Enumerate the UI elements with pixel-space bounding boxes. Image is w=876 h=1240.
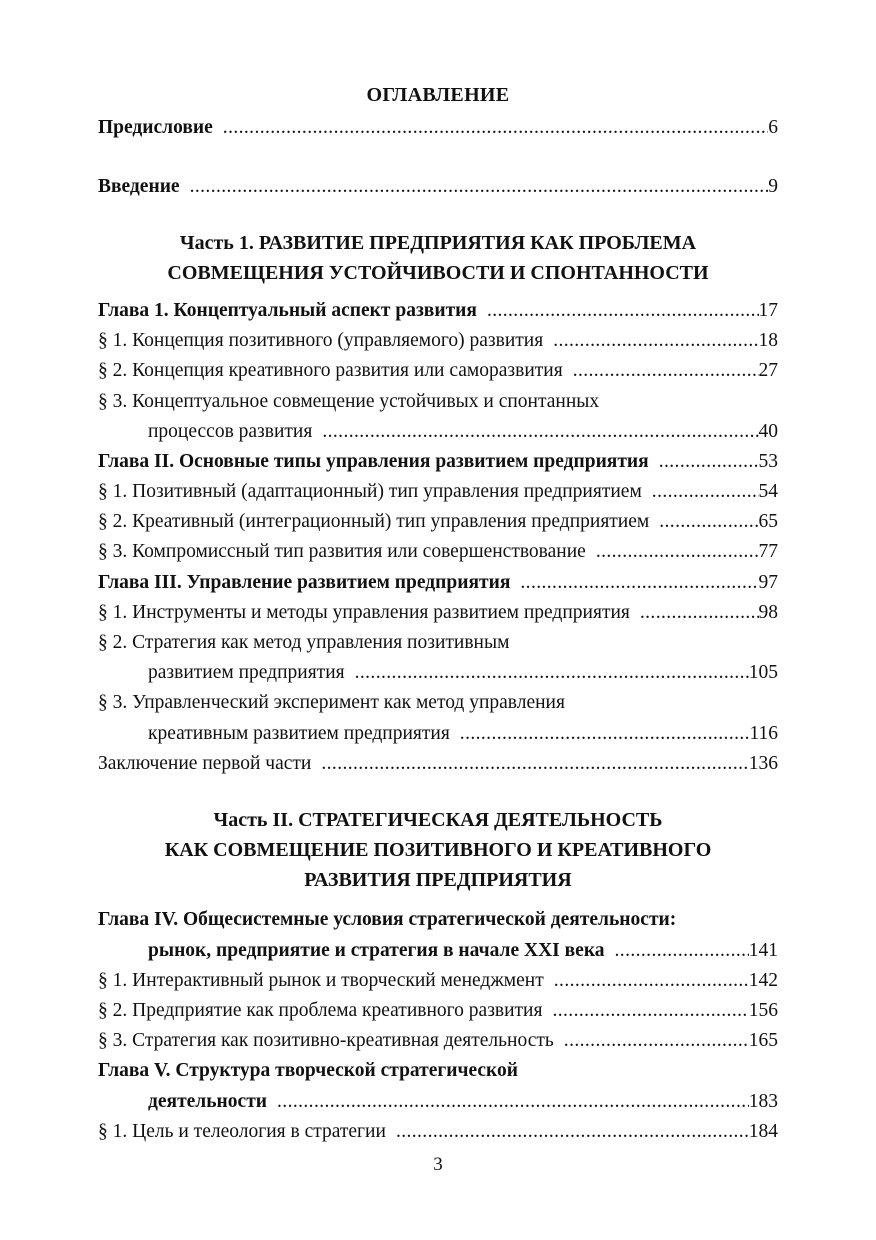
toc-entry-section (98, 598, 778, 628)
page-number: 3 (433, 1154, 443, 1175)
leader-dots (396, 1117, 749, 1147)
entry-text: § 1. Интерактивный рынок и творческий менеджмент (98, 970, 544, 991)
entry-text: Предисловие (98, 117, 213, 138)
entry-page: 136 (748, 753, 778, 774)
leader-dots (564, 1026, 749, 1056)
part2-title-line2: КАК СОВМЕЩЕНИЕ ПОЗИТИВНОГО И КРЕАТИВНОГО (164, 839, 712, 861)
leader-dots (487, 296, 759, 326)
leader-dots (322, 417, 758, 447)
toc-title: ОГЛАВЛЕНИЕ (366, 84, 510, 106)
entry-page: 65 (758, 511, 778, 532)
leader-dots (573, 356, 759, 386)
entry-page: 18 (758, 330, 778, 351)
entry-page: 40 (758, 421, 778, 442)
leader-dots (659, 447, 759, 477)
toc-entry-preface (98, 113, 778, 143)
leader-dots (520, 568, 758, 598)
entry-text: § 3. Компромиссный тип развития или совершенствование (98, 541, 586, 562)
toc-entry-section-line2 (148, 417, 778, 447)
toc-entry-introduction (98, 172, 778, 202)
leader-dots (659, 507, 758, 537)
entry-page: 184 (748, 1121, 778, 1142)
toc-entry-section (98, 356, 778, 386)
toc-entry-section-line1 (98, 387, 778, 417)
entry-text: § 1. Инструменты и методы управления развитием предприятия (98, 602, 630, 623)
toc-entry-section-line2 (148, 719, 778, 749)
entry-text: Глава III. Управление развитием предприятия (98, 572, 511, 593)
toc-entry-section (98, 537, 778, 567)
toc-entry-chapter (98, 568, 778, 598)
toc-entry-section (98, 1026, 778, 1056)
leader-dots (552, 996, 748, 1026)
entry-text: процессов развития (148, 421, 313, 442)
leader-dots (355, 658, 749, 688)
entry-text: развитием предприятия (148, 662, 345, 683)
entry-text: Глава 1. Концептуальный аспект развития (98, 300, 477, 321)
entry-text: Глава IV. Общесистемные условия стратегической деятельности: (98, 909, 677, 930)
entry-text: § 3. Управленческий эксперимент как метод управления (98, 692, 565, 713)
toc-entry-chapter-line1 (98, 905, 778, 935)
entry-page: 97 (758, 572, 778, 593)
toc-entry-conclusion (98, 749, 778, 779)
entry-page: 9 (768, 176, 778, 197)
part2-title-line1: Часть II. СТРАТЕГИЧЕСКАЯ ДЕЯТЕЛЬНОСТЬ (213, 809, 663, 831)
leader-dots (640, 598, 759, 628)
entry-page: 165 (748, 1030, 778, 1051)
leader-dots (190, 172, 769, 202)
toc-entry-chapter-line2 (148, 936, 778, 966)
entry-page: 183 (748, 1091, 778, 1112)
entry-page: 142 (748, 970, 778, 991)
leader-dots (615, 936, 749, 966)
entry-page: 77 (758, 541, 778, 562)
leader-dots (223, 113, 768, 143)
entry-text: Глава II. Основные типы управления развитием предприятия (98, 451, 649, 472)
entry-page: 156 (748, 1000, 778, 1021)
toc-entry-chapter-line1 (98, 1056, 778, 1086)
entry-page: 17 (758, 300, 778, 321)
toc-entry-section (98, 996, 778, 1026)
entry-page: 6 (768, 117, 778, 138)
leader-dots (652, 477, 759, 507)
entry-text: рынок, предприятие и стратегия в начале XXI века (148, 940, 605, 961)
entry-text: § 1. Цель и телеология в стратегии (98, 1121, 386, 1142)
entry-text: § 2. Стратегия как метод управления позитивным (98, 632, 510, 653)
entry-text: § 1. Концепция позитивного (управляемого) развития (98, 330, 544, 351)
entry-page: 105 (748, 662, 778, 683)
entry-page: 54 (758, 481, 778, 502)
leader-dots (321, 749, 748, 779)
leader-dots (553, 326, 758, 356)
toc-entry-section-line1 (98, 628, 778, 658)
entry-page: 27 (758, 360, 778, 381)
entry-text: § 3. Стратегия как позитивно-креативная деятельность (98, 1030, 554, 1051)
entry-text: § 2. Креативный (интеграционный) тип управления предприятием (98, 511, 650, 532)
entry-text: § 1. Позитивный (адаптационный) тип управления предприятием (98, 481, 642, 502)
entry-text: Глава V. Структура творческой стратегической (98, 1060, 518, 1081)
toc-entry-section-line2 (148, 658, 778, 688)
leader-dots (460, 719, 750, 749)
toc-entry-chapter-line2 (148, 1087, 778, 1117)
toc-entry-section (98, 326, 778, 356)
entry-page: 141 (748, 940, 778, 961)
entry-text: § 2. Концепция креативного развития или саморазвития (98, 360, 563, 381)
toc-entry-chapter (98, 296, 778, 326)
entry-text: Заключение первой части (98, 753, 312, 774)
part1-title-line2: СОВМЕЩЕНИЯ УСТОЙЧИВОСТИ И СПОНТАННОСТИ (167, 262, 709, 284)
entry-text: деятельности (148, 1091, 268, 1112)
toc-entry-section (98, 477, 778, 507)
part2-title-line3: РАЗВИТИЯ ПРЕДПРИЯТИЯ (304, 869, 572, 891)
part1-title-line1: Часть 1. РАЗВИТИЕ ПРЕДПРИЯТИЯ КАК ПРОБЛЕМА (179, 232, 697, 254)
toc-entry-section-line1 (98, 688, 778, 718)
entry-page: 98 (758, 602, 778, 623)
entry-text: § 2. Предприятие как проблема креативного развития (98, 1000, 543, 1021)
leader-dots (554, 966, 749, 996)
toc-entry-section (98, 1117, 778, 1147)
toc-entry-chapter (98, 447, 778, 477)
toc-entry-section (98, 507, 778, 537)
leader-dots (596, 537, 759, 567)
entry-text: § 3. Концептуальное совмещение устойчивых и спонтанных (98, 391, 600, 412)
entry-page: 53 (758, 451, 778, 472)
toc-entry-section (98, 966, 778, 996)
leader-dots (277, 1087, 749, 1117)
entry-text: Введение (98, 176, 180, 197)
entry-text: креативным развитием предприятия (148, 723, 450, 744)
entry-page: 116 (749, 723, 778, 744)
